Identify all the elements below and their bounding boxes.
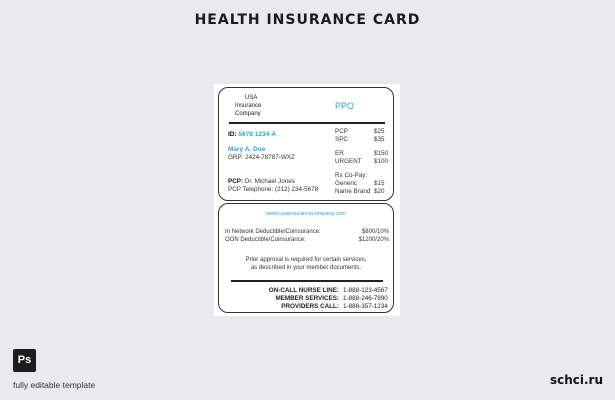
rx-label: Name Brand [335, 188, 371, 195]
footer-note: fully editable template [13, 380, 96, 390]
contact-phone: 1-888-357-1234 [343, 303, 388, 310]
card-front [218, 87, 394, 201]
company-logo [235, 94, 285, 118]
copay-value: $100 [374, 158, 389, 165]
pcp-name: Dr. Michael Jones [243, 178, 295, 185]
pcp-info [228, 178, 318, 194]
contact-phone: 1-888-246-7890 [343, 295, 388, 302]
id-value: 5678 1234-A [238, 131, 277, 138]
copay-value: $35 [374, 136, 385, 143]
brand-logo: schci.ru [549, 373, 603, 387]
card-back [218, 203, 394, 313]
pcp-phone: PCP Telephone: (212) 234-5678 [228, 186, 319, 193]
divider [231, 280, 383, 282]
website-link[interactable]: www.usainsurancecompany.com [266, 211, 346, 217]
contact-row [241, 287, 391, 295]
photoshop-icon: Ps [13, 349, 36, 372]
deductible-list [225, 228, 389, 244]
logo-line: Insurance [235, 103, 262, 109]
logo-line: Company [235, 111, 261, 117]
copay-value: $150 [374, 150, 389, 157]
plan-type: PPO [335, 101, 355, 111]
card-preview [214, 84, 400, 316]
deductible-label: OON Deductible/Coinsurance: [225, 237, 306, 243]
copay-value: $25 [374, 128, 385, 135]
rx-label: Generic [335, 180, 358, 187]
contact-row [241, 303, 391, 311]
rx-row [335, 180, 391, 188]
copay-label: PCP [335, 128, 348, 135]
contact-label: MEMBER SERVICES: [275, 295, 339, 302]
contact-label: PROVIDERS CALL: [281, 303, 339, 310]
id-label: ID: [228, 131, 237, 138]
approval-note [219, 256, 393, 272]
deductible-value: $1200/20% [358, 237, 389, 243]
deductible-row [225, 228, 389, 236]
copay-label: URGENT [335, 158, 362, 165]
group-number: GRP: 2424-78787-WXZ [228, 154, 295, 161]
approval-line: Prior approval is required for certain services, [245, 257, 367, 263]
page-title: HEALTH INSURANCE CARD [194, 12, 421, 28]
approval-line: as described in your member documents. [250, 265, 362, 271]
contact-row [241, 295, 391, 303]
copay-row [335, 136, 391, 144]
copay-row [335, 150, 391, 158]
pcp-label: PCP: [228, 178, 244, 185]
rx-value: $20 [374, 188, 385, 195]
contact-label: ON-CALL NURSE LINE: [268, 287, 339, 294]
deductible-label: In Network Deductible/Coinsurance: [225, 229, 321, 235]
contact-list [241, 287, 391, 311]
copay-label: ER [335, 150, 344, 157]
deductible-row [225, 236, 389, 244]
logo-line: USA [245, 95, 258, 101]
copay-list [335, 128, 391, 196]
contact-phone: 1-888-123-4567 [343, 287, 388, 294]
rx-title: Rx Co-Pay: [335, 172, 368, 179]
rx-row [335, 188, 391, 196]
copay-row [335, 158, 391, 166]
rx-value: $15 [374, 180, 385, 187]
member-id [228, 131, 276, 138]
divider [229, 122, 385, 124]
copay-label: SPC [335, 136, 348, 143]
member-name: Mary A. Doe [228, 146, 266, 153]
copay-row [335, 128, 391, 136]
deductible-value: $800/10% [361, 229, 389, 235]
